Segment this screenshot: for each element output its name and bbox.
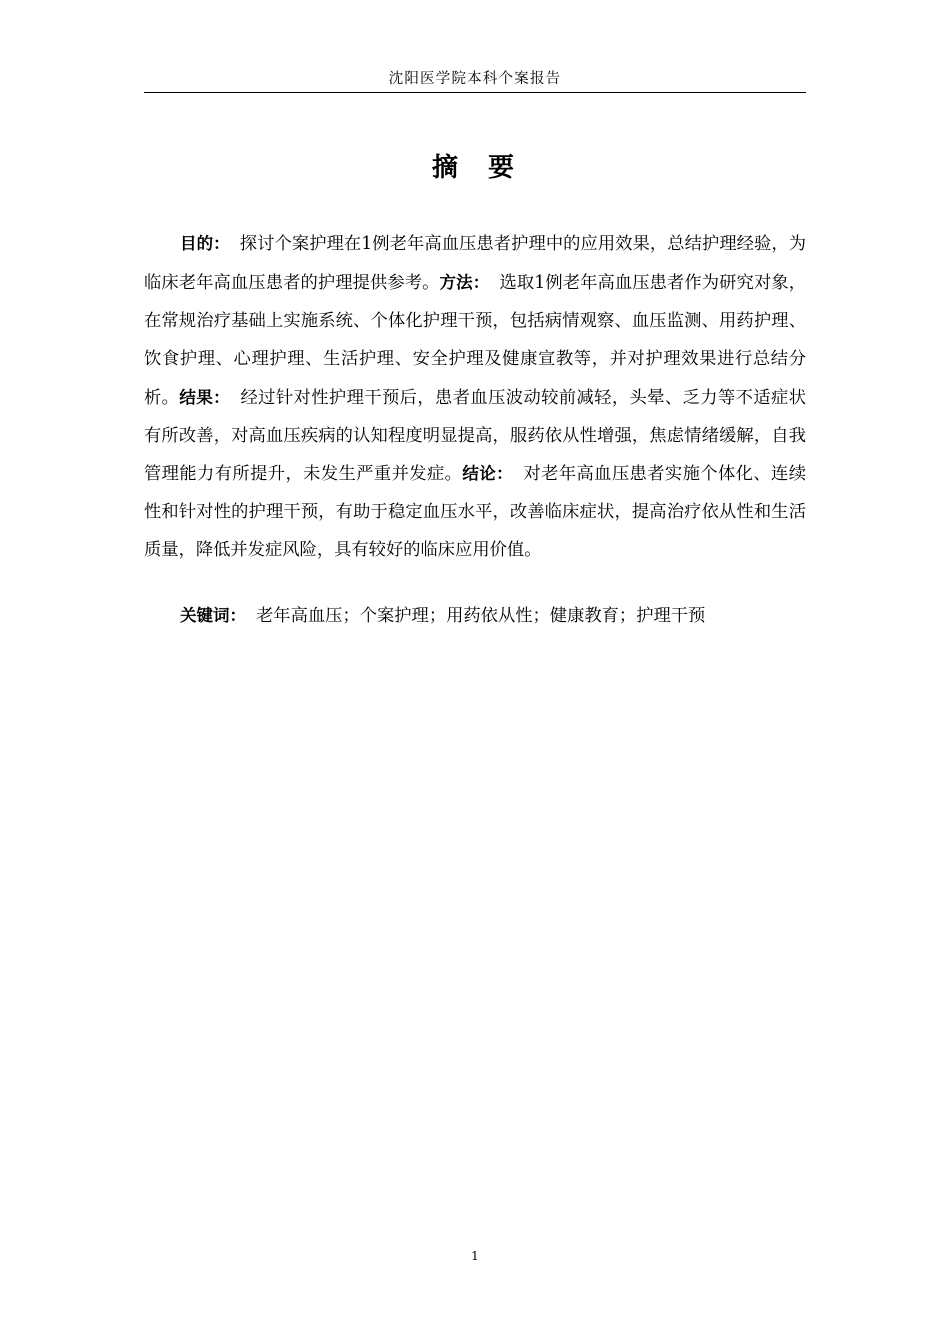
results-text: 经过针对性护理干预后，患者血压波动较前减轻，头晕、乏力等不适症状有所改善，对高血压疾病的认知程度明显提高，服药依从性增强，焦虑情绪缓解，自我管理能力有所提升，未发生严重并发症。 [144, 387, 806, 485]
keywords-text: 老年高血压；个案护理；用药依从性；健康教育；护理干预 [256, 606, 706, 626]
methods-label: 方法： [439, 272, 490, 292]
objective-label: 目的： [180, 234, 230, 253]
objective-text: 探讨个案护理在1例老年高血压患者护理中的应用效果，总结护理经验，为临床老年高血压患者的护理提供参考。 [144, 234, 807, 293]
conclusion-label: 结论： [462, 464, 514, 484]
keywords-label: 关键词： [180, 606, 246, 625]
page-title-char-1: 摘 [431, 153, 462, 183]
conclusion-text: 对老年高血压患者实施个体化、连续性和针对性的护理干预，有助于稳定血压水平，改善临床症状，提高治疗依从性和生活质量，降低并发症风险，具有较好的临床应用价值。 [144, 464, 806, 561]
running-header: 沈阳医学院本科个案报告 [144, 68, 806, 93]
keywords-paragraph [144, 597, 806, 636]
results-label: 结果： [179, 387, 231, 407]
methods-text: 选取1例老年高血压患者作为研究对象，在常规治疗基础上实施系统、个体化护理干预，包括病情观察、血压监测、用药护理、饮食护理、心理护理、生活护理、安全护理及健康宣教等，并对护理效果进行总结分析。 [144, 272, 806, 408]
page-number: 1 [471, 1249, 479, 1263]
page-title [144, 148, 806, 188]
abstract-paragraph [144, 225, 806, 570]
page-title-char-2: 要 [488, 153, 519, 183]
